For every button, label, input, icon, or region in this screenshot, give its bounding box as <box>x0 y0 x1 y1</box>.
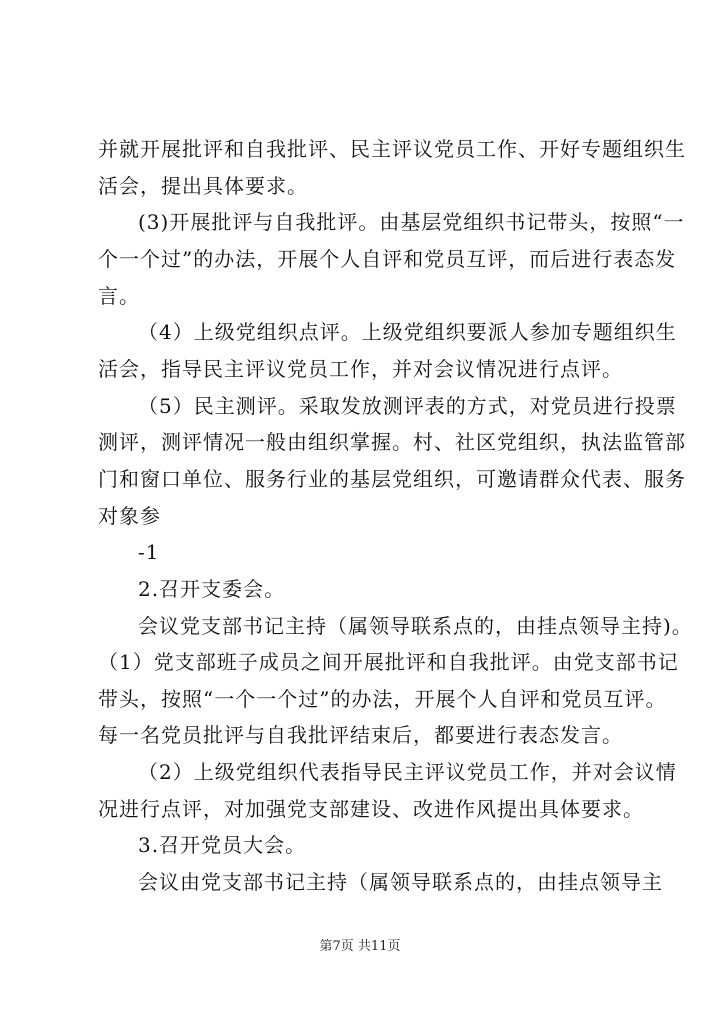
paragraph-line: （1）党支部班子成员之间开展批评和自我批评。由党支部书记 <box>98 650 679 674</box>
paragraph-line: 测评，测评情况一般由组织掌握。村、社区党组织，执法监管部 <box>98 430 686 454</box>
paragraph-line: 门和窗口单位、服务行业的基层党组织，可邀请群众代表、服务 <box>98 467 686 491</box>
paragraph-line: 况进行点评，对加强党支部建设、改进作风提出具体要求。 <box>98 797 644 821</box>
paragraph-line: 带头，按照“一个一个过”的办法，开展个人自评和党员互评。 <box>98 687 667 711</box>
paragraph-line: 对象参 <box>98 504 161 528</box>
paragraph-line: 会议党支部书记主持（属领导联系点的，由挂点领导主持)。 <box>138 614 693 638</box>
paragraph-line: （5）民主测评。采取发放测评表的方式，对党员进行投票 <box>138 394 677 418</box>
section-heading: 2.召开支委会。 <box>138 577 286 601</box>
page-marker: -1 <box>138 540 160 564</box>
paragraph-line: (3)开展批评与自我批评。由基层党组织书记带头，按照“一 <box>138 210 685 234</box>
paragraph-line: （4）上级党组织点评。上级党组织要派人参加专题组织生 <box>138 320 677 344</box>
paragraph-line: 个一个过”的办法，开展个人自评和党员互评，而后进行表态发 <box>98 247 677 271</box>
section-heading: 3.召开党员大会。 <box>138 833 307 857</box>
paragraph-line: 并就开展批评和自我批评、民主评议党员工作、开好专题组织生 <box>98 137 686 161</box>
paragraph-line: 会议由党支部书记主持（属领导联系点的，由挂点领导主 <box>138 870 663 894</box>
paragraph-line: 每一名党员批评与自我批评结束后，都要进行表态发言。 <box>98 723 623 747</box>
page-footer: 第7页 共11页 <box>319 939 401 954</box>
paragraph-line: 活会，指导民主评议党员工作，并对会议情况进行点评。 <box>98 357 623 381</box>
paragraph-line: （2）上级党组织代表指导民主评议党员工作，并对会议情 <box>138 760 677 784</box>
paragraph-line: 言。 <box>98 284 140 308</box>
paragraph-line: 活会，提出具体要求。 <box>98 174 308 198</box>
